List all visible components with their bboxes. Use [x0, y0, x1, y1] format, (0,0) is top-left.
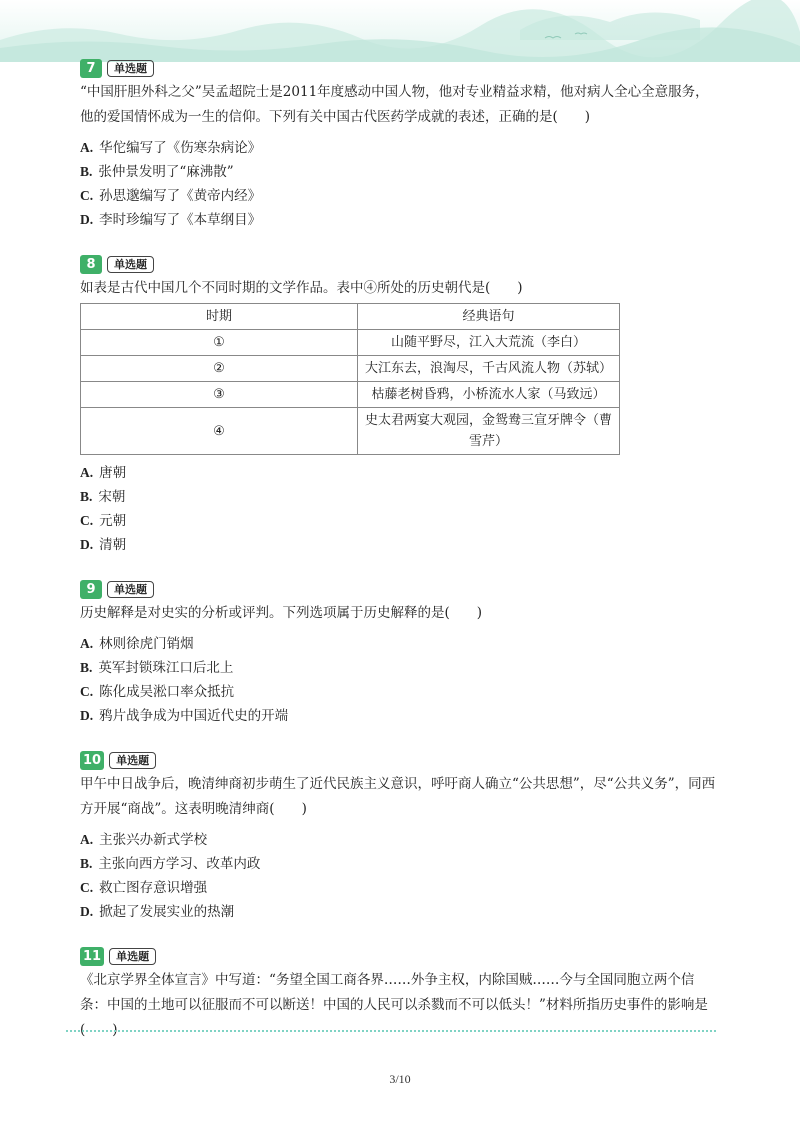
question-stem: 甲午中日战争后，晚清绅商初步萌生了近代民族主义意识，呼吁商人确立“公共思想”，尽“公共义务”，同西方开展“商战”。这表明晚清绅商( ) [80, 776, 716, 817]
table-cell: ② [81, 356, 358, 382]
footer-divider [66, 1030, 716, 1032]
table-row [81, 356, 620, 382]
table-cell: ④ [81, 408, 358, 455]
question-7 [80, 58, 720, 232]
table-cell: ③ [81, 382, 358, 408]
question-type-tag: 单选题 [107, 60, 154, 77]
option-d[interactable]: D. 鸦片战争成为中国近代史的开端 [80, 708, 289, 724]
option-a[interactable]: A. 唐朝 [80, 465, 127, 481]
table-cell: 史太君两宴大观园，金鸳鸯三宣牙牌令（曹雪芹） [358, 408, 620, 455]
question-type-tag: 单选题 [109, 752, 156, 769]
option-b[interactable]: B. 主张向西方学习、改革内政 [80, 856, 261, 872]
table-row [81, 382, 620, 408]
table-cell: 大江东去，浪淘尽，千古风流人物（苏轼） [358, 356, 620, 382]
question-9 [80, 579, 720, 728]
table-header: 经典语句 [358, 304, 620, 330]
literature-table [80, 303, 620, 455]
question-stem: “中国肝胆外科之父”吴孟超院士是2011年度感动中国人物，他对专业精益求精，他对病人全心全意服务，他的爱国情怀成为一生的信仰。下列有关中国古代医药学成就的表述，正确的是( ) [80, 84, 709, 125]
question-number-badge: 9 [80, 580, 102, 599]
question-stem: 《北京学界全体宣言》中写道：“务望全国工商各界……外争主权，内除国贼……今与全国同胞立两个信条：中国的土地可以征服而不可以断送！中国的人民可以杀戮而不可以低头！”材料所指历史事件的影响是( ) [80, 972, 708, 1038]
question-list [80, 58, 720, 1065]
question-type-tag: 单选题 [107, 256, 154, 273]
table-row [81, 330, 620, 356]
question-number-badge: 11 [80, 947, 104, 966]
table-header-row [81, 304, 620, 330]
question-8 [80, 254, 720, 557]
option-b[interactable]: B. 张仲景发明了“麻沸散” [80, 164, 234, 180]
option-c[interactable]: C. 陈化成吴淞口率众抵抗 [80, 684, 235, 700]
question-10 [80, 750, 720, 924]
question-stem: 历史解释是对史实的分析或评判。下列选项属于历史解释的是( ) [80, 605, 483, 621]
option-d[interactable]: D. 掀起了发展实业的热潮 [80, 904, 235, 920]
option-d[interactable]: D. 清朝 [80, 537, 127, 553]
question-type-tag: 单选题 [109, 948, 156, 965]
option-c[interactable]: C. 孙思邈编写了《黄帝内经》 [80, 188, 262, 204]
question-type-tag: 单选题 [107, 581, 154, 598]
table-cell: 山随平野尽，江入大荒流（李白） [358, 330, 620, 356]
question-number-badge: 10 [80, 751, 104, 770]
table-cell: 枯藤老树昏鸦，小桥流水人家（马致远） [358, 382, 620, 408]
question-11 [80, 946, 720, 1043]
option-d[interactable]: D. 李时珍编写了《本草纲目》 [80, 212, 262, 228]
question-number-badge: 8 [80, 255, 102, 274]
option-a[interactable]: A. 主张兴办新式学校 [80, 832, 208, 848]
table-cell: ① [81, 330, 358, 356]
option-b[interactable]: B. 宋朝 [80, 489, 126, 505]
option-a[interactable]: A. 林则徐虎门销烟 [80, 636, 194, 652]
page-number: 3/10 [389, 1072, 411, 1086]
option-b[interactable]: B. 英军封锁珠江口后北上 [80, 660, 234, 676]
question-number-badge: 7 [80, 59, 102, 78]
option-c[interactable]: C. 救亡图存意识增强 [80, 880, 208, 896]
table-header: 时期 [81, 304, 358, 330]
option-a[interactable]: A. 华佗编写了《伤寒杂病论》 [80, 140, 262, 156]
header-banner [0, 0, 800, 62]
option-c[interactable]: C. 元朝 [80, 513, 127, 529]
question-stem: 如表是古代中国几个不同时期的文学作品。表中④所处的历史朝代是( ) [80, 280, 523, 296]
table-row [81, 408, 620, 455]
